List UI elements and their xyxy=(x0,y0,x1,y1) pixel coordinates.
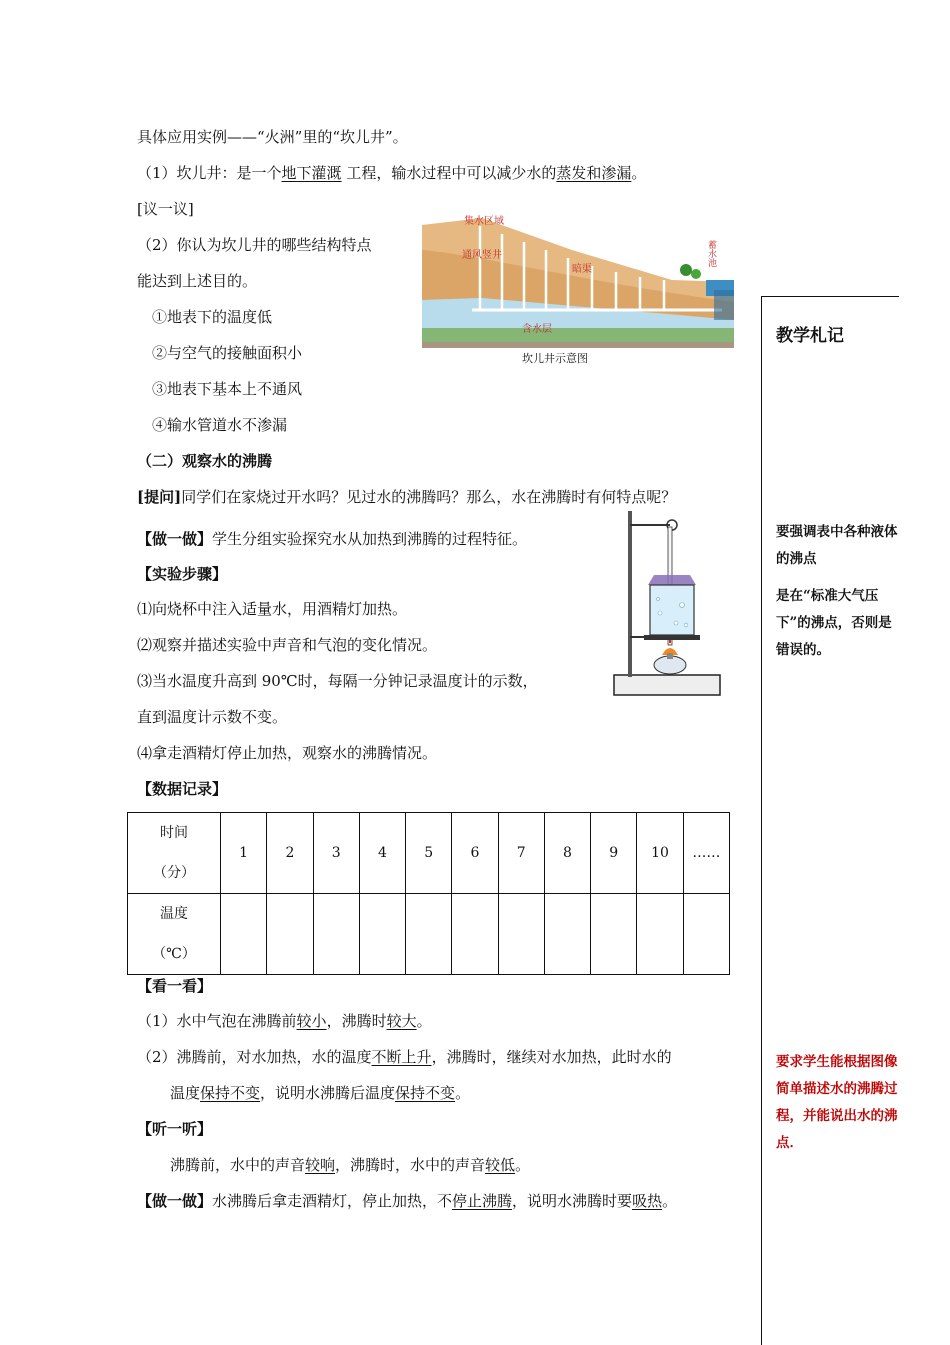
answer-underground-irrigation: 地下灌溉 xyxy=(281,164,342,182)
cell-empty xyxy=(406,894,452,975)
question-2-line1: （2）你认为坎儿井的哪些结构特点 xyxy=(137,236,372,254)
line-do-1 xyxy=(137,529,527,549)
table-row xyxy=(128,813,730,894)
look-1 xyxy=(137,1011,432,1031)
header-temperature xyxy=(128,894,221,975)
listen-1 xyxy=(170,1155,530,1175)
header-temp-unit: （℃） xyxy=(152,946,196,962)
label-catchment: 集水区域 xyxy=(464,216,504,227)
text-segment: 学生分组实验探究水从加热到沸腾的过程特征。 xyxy=(212,530,528,548)
line-example-title: 具体应用实例——“火洲”里的“坎儿井”。 xyxy=(137,128,408,146)
text-segment: 工程，输水过程中可以减少水的 xyxy=(341,164,557,182)
cell-empty xyxy=(544,894,590,975)
text-segment: 温度 xyxy=(170,1084,201,1102)
caption-karez: 坎儿井示意图 xyxy=(522,353,588,365)
col-3: 3 xyxy=(313,813,359,894)
question-2-line2: 能达到上述目的。 xyxy=(137,272,258,290)
table-row xyxy=(128,894,730,975)
step-3-line2: 直到温度计示数不变。 xyxy=(137,708,288,726)
label-aquifer: 含水层 xyxy=(522,324,552,335)
tag-ask: [提问] xyxy=(137,488,182,506)
step-2: ⑵观察并描述实验中声音和气泡的变化情况。 xyxy=(137,636,438,654)
option-2: ②与空气的接触面积小 xyxy=(152,344,303,362)
boiling-apparatus xyxy=(610,505,722,700)
label-shaft: 通风竖井 xyxy=(462,250,502,261)
label-pool: 蓄水池 xyxy=(707,240,717,267)
heading-discuss: [议一议] xyxy=(137,200,194,218)
karez-illustration xyxy=(422,210,734,370)
look-2-line2 xyxy=(170,1083,470,1103)
cell-empty xyxy=(683,894,729,975)
step-1: ⑴向烧杯中注入适量水，用酒精灯加热。 xyxy=(137,600,408,618)
teaching-notes-column xyxy=(761,296,899,1345)
col-5: 5 xyxy=(406,813,452,894)
col-10: 10 xyxy=(637,813,683,894)
text-segment: （1）水中气泡在沸腾前 xyxy=(137,1012,297,1030)
answer-smaller: 较小 xyxy=(296,1012,327,1030)
heading-look: 【看一看】 xyxy=(137,977,213,995)
note-boiling-point-1: 要强调表中各种液体的沸点 xyxy=(776,524,898,567)
look-2-line1 xyxy=(137,1047,672,1067)
col-more: …… xyxy=(683,813,729,894)
text-segment: 沸腾前，水中的声音 xyxy=(170,1156,306,1174)
text-segment: ，沸腾时，继续对水加热，此时水的 xyxy=(431,1048,672,1066)
text-segment: 水沸腾后拿走酒精灯，停止加热，不 xyxy=(212,1192,453,1210)
text-segment: ，说明水沸腾时要 xyxy=(512,1192,633,1210)
header-time xyxy=(128,813,221,894)
step-3-line1: ⑶当水温度升高到 90℃时，每隔一分钟记录温度计的示数， xyxy=(137,672,538,690)
text-segment: ，说明水沸腾后温度 xyxy=(260,1084,396,1102)
text-segment: 。 xyxy=(515,1156,531,1174)
text-segment: （2）沸腾前，对水加热，水的温度 xyxy=(137,1048,372,1066)
cell-empty xyxy=(591,894,637,975)
text-segment: （1）坎儿井：是一个 xyxy=(137,164,282,182)
line-ask xyxy=(137,487,676,507)
col-7: 7 xyxy=(498,813,544,894)
text-segment: 。 xyxy=(416,1012,432,1030)
cell-empty xyxy=(359,894,405,975)
cell-empty xyxy=(498,894,544,975)
note-boiling-point-2: 是在“标准大气压下”的沸点，否则是错误的。 xyxy=(776,588,892,658)
heading-data-record: 【数据记录】 xyxy=(137,780,228,798)
answer-larger: 较大 xyxy=(386,1012,417,1030)
note-describe-graph: 要求学生能根据图像简单描述水的沸腾过程，并能说出水的沸点． xyxy=(776,1054,898,1151)
answer-low: 较低 xyxy=(485,1156,516,1174)
text-segment: 。 xyxy=(631,164,647,182)
line-karez-definition xyxy=(137,163,646,183)
tag-do: 【做一做】 xyxy=(137,1192,213,1210)
cell-empty xyxy=(221,894,267,975)
col-1: 1 xyxy=(221,813,267,894)
text-segment: ，沸腾时 xyxy=(326,1012,387,1030)
line-do-2 xyxy=(137,1191,677,1211)
answer-loud: 较响 xyxy=(305,1156,336,1174)
heading-steps: 【实验步骤】 xyxy=(137,565,228,583)
col-8: 8 xyxy=(544,813,590,894)
answer-stop-boiling: 停止沸腾 xyxy=(452,1192,513,1210)
step-4: ⑷拿走酒精灯停止加热，观察水的沸腾情况。 xyxy=(137,744,438,762)
answer-constant-2: 保持不变 xyxy=(395,1084,456,1102)
col-2: 2 xyxy=(267,813,313,894)
data-table xyxy=(127,812,730,975)
header-time-unit: （分） xyxy=(153,865,195,881)
tag-do: 【做一做】 xyxy=(137,530,213,548)
option-4: ④输水管道水不渗漏 xyxy=(152,416,288,434)
cell-empty xyxy=(313,894,359,975)
option-1: ①地表下的温度低 xyxy=(152,308,273,326)
karez-diagram xyxy=(422,210,734,370)
answer-absorb-heat: 吸热 xyxy=(632,1192,663,1210)
col-6: 6 xyxy=(452,813,498,894)
header-temp-label: 温度 xyxy=(160,906,188,922)
header-time-label: 时间 xyxy=(160,825,188,841)
section-heading-boiling: （二）观察水的沸腾 xyxy=(137,452,273,470)
text-segment: 。 xyxy=(455,1084,471,1102)
cell-empty xyxy=(637,894,683,975)
text-segment: 同学们在家烧过开水吗？见过水的沸腾吗？那么，水在沸腾时有何特点呢？ xyxy=(181,488,677,506)
answer-rising: 不断上升 xyxy=(371,1048,432,1066)
teaching-notes-title: 教学札记 xyxy=(776,326,844,346)
option-3: ③地表下基本上不通风 xyxy=(152,380,303,398)
text-segment: 。 xyxy=(662,1192,678,1210)
col-4: 4 xyxy=(359,813,405,894)
heading-listen: 【听一听】 xyxy=(137,1120,213,1138)
boiling-apparatus-illustration xyxy=(610,505,722,700)
cell-empty xyxy=(452,894,498,975)
cell-empty xyxy=(267,894,313,975)
answer-evaporation-leakage: 蒸发和渗漏 xyxy=(556,164,632,182)
text-segment: ，沸腾时，水中的声音 xyxy=(335,1156,486,1174)
col-9: 9 xyxy=(591,813,637,894)
answer-constant-1: 保持不变 xyxy=(200,1084,261,1102)
label-canal: 暗渠 xyxy=(572,264,592,275)
